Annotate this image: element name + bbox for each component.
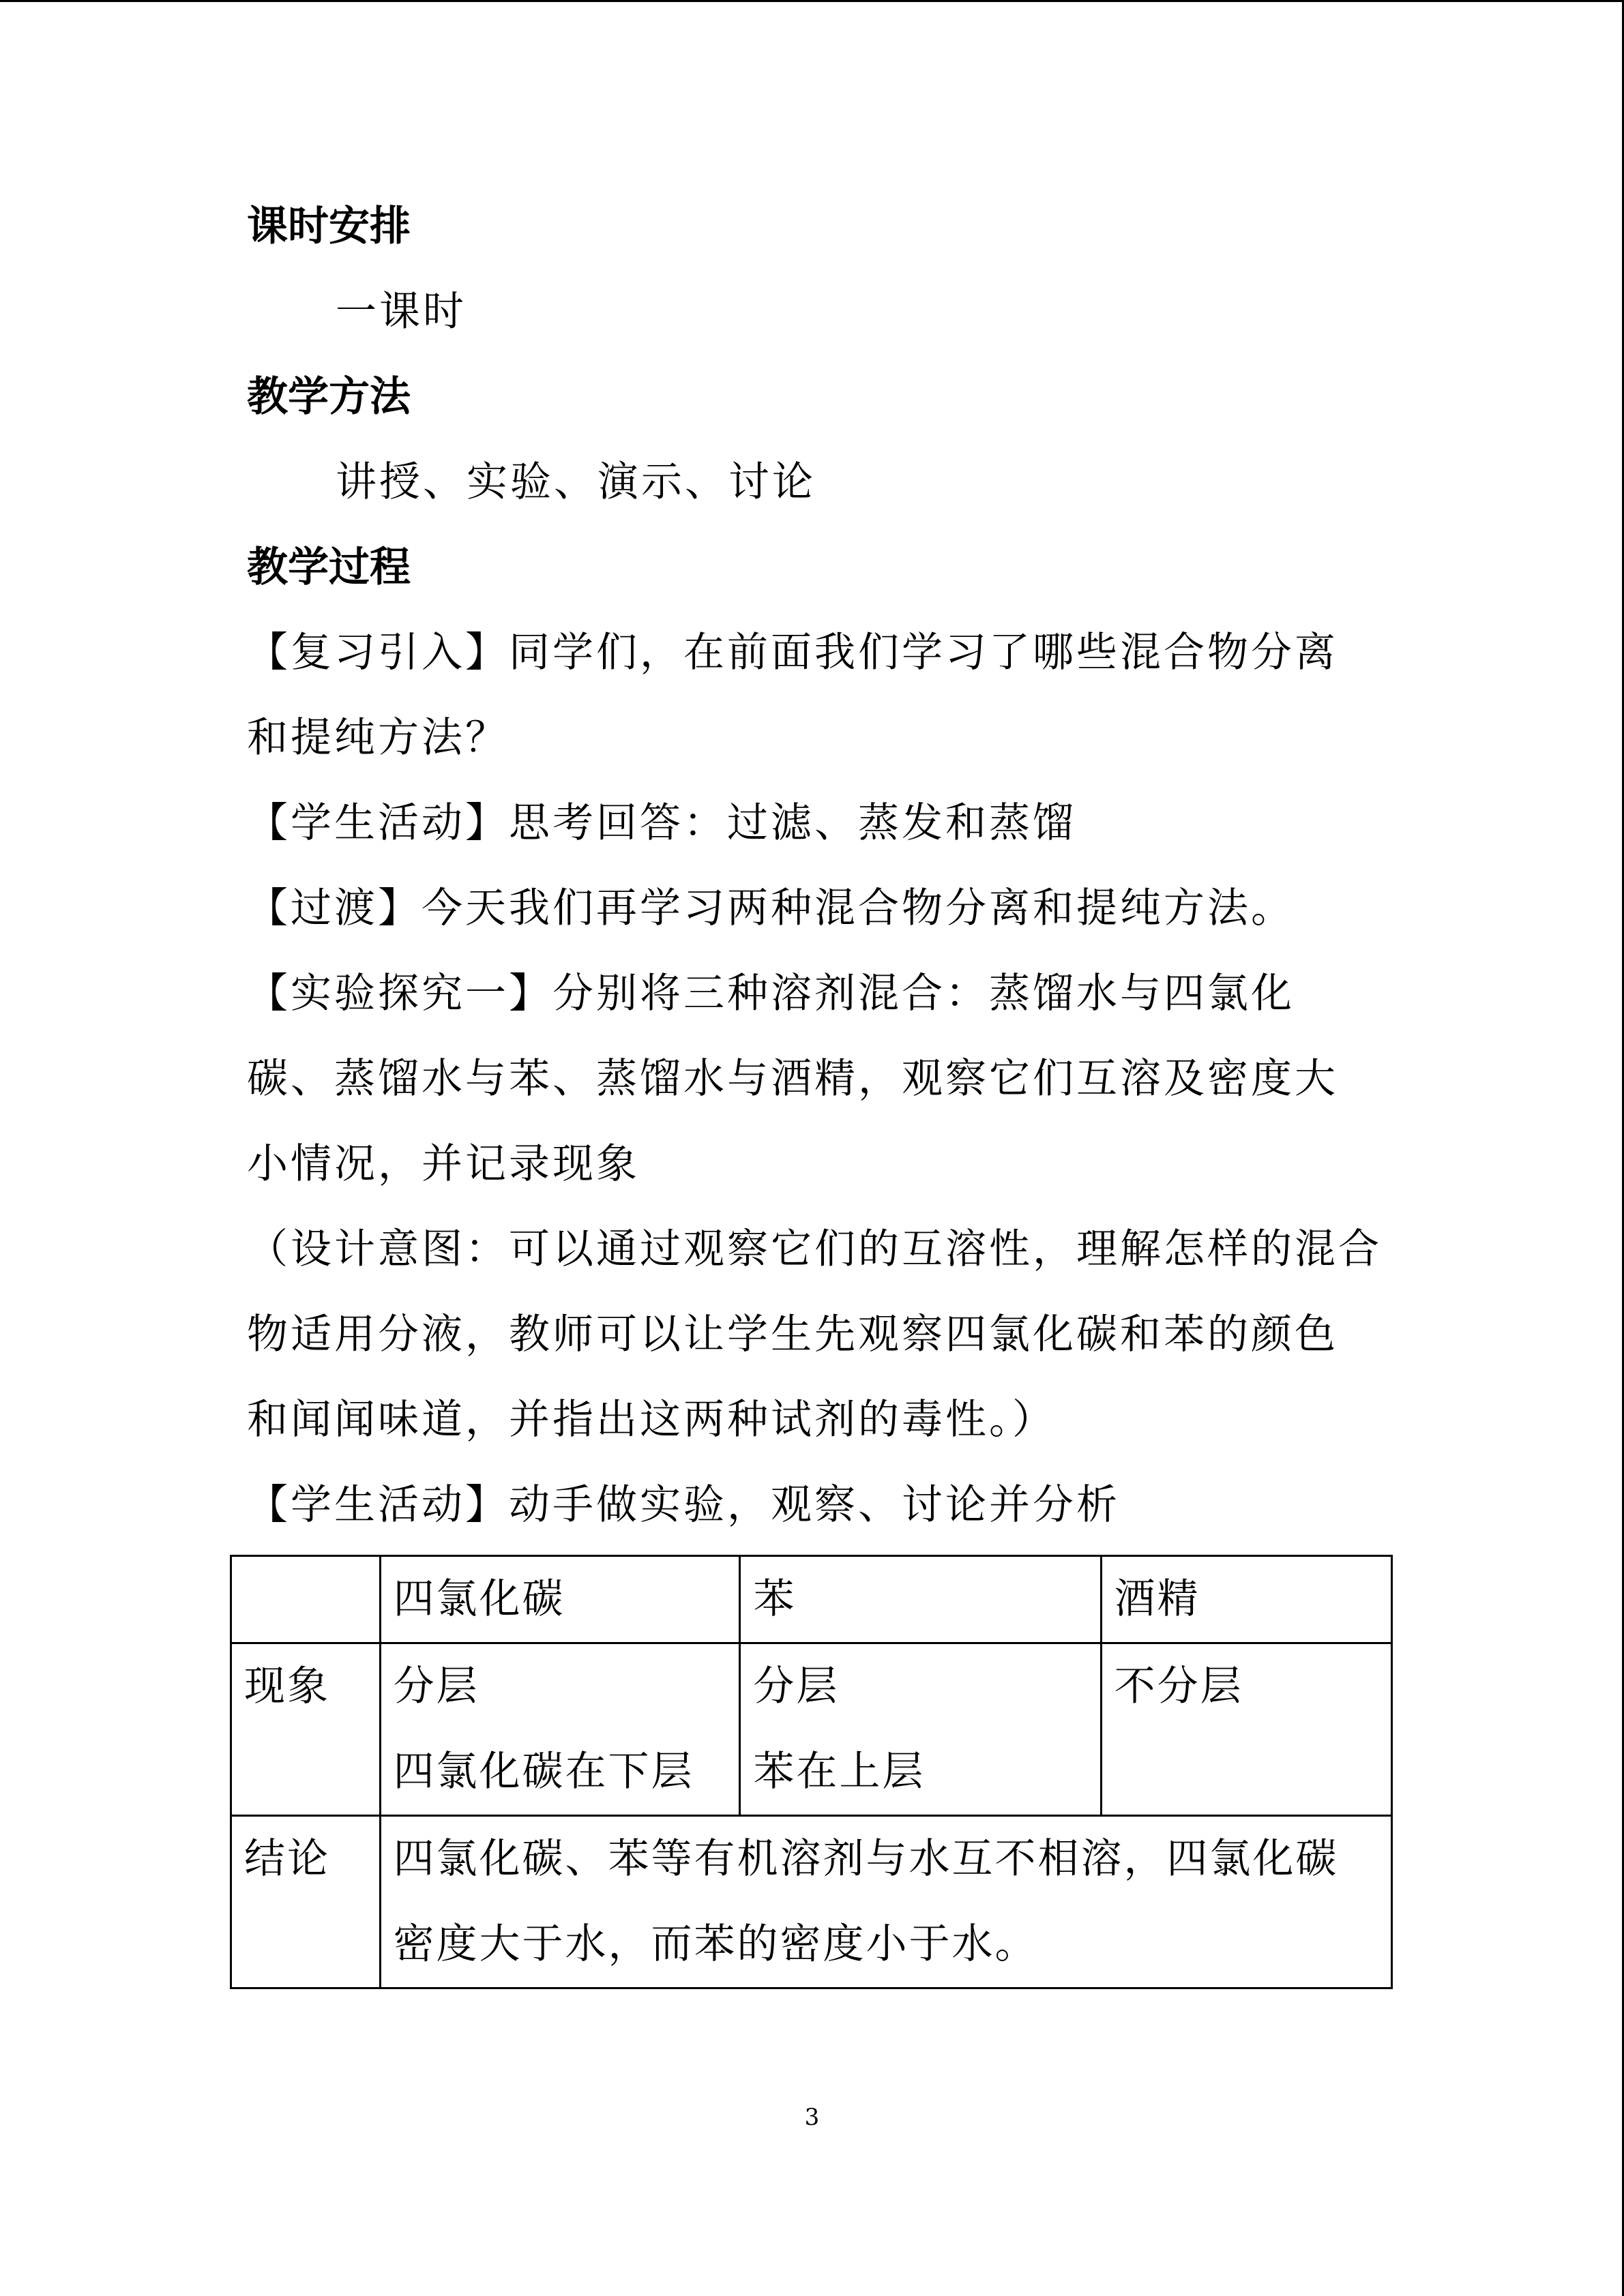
review-line-2: 和提纯方法？ [247,714,509,762]
transition-paragraph [247,866,1406,951]
review-paragraph [247,610,1406,781]
student-activity-line: 【学生活动】思考回答：过滤、蒸发和蒸馏 [247,799,1076,847]
experiment-line-2: 碳、蒸馏水与苯、蒸馏水与酒精，观察它们互溶及密度大 [247,1055,1338,1103]
design-line-2: 物适用分液，教师可以让学生先观察四氯化碳和苯的颜色 [247,1311,1338,1358]
design-line-3: 和闻闻味道，并指出这两种试剂的毒性。） [247,1396,1056,1444]
table-header-benzene: 苯 [740,1556,1101,1643]
table-row-phenomenon [231,1643,1392,1816]
phenomenon-label: 现象 [231,1643,381,1816]
table-header-ccl4: 四氯化碳 [380,1556,740,1643]
design-line-1: （设计意图：可以通过观察它们的互溶性，理解怎样的混合 [247,1225,1382,1273]
student-activity-2-line: 【学生活动】动手做实验，观察、讨论并分析 [247,1481,1120,1529]
table-header-empty [231,1556,381,1643]
method-value: 讲授、实验、演示、讨论 [336,458,816,506]
method-heading: 教学方法 [247,373,411,421]
phenomenon-ccl4: 分层 四氯化碳在下层 [380,1643,740,1816]
experiment-line-3: 小情况，并记录现象 [247,1140,640,1188]
page-number: 3 [804,2104,820,2131]
conclusion-label: 结论 [231,1816,381,1988]
phenomenon-benzene: 分层 苯在上层 [740,1643,1101,1816]
experiment-paragraph [247,951,1406,1207]
transition-line: 【过渡】今天我们再学习两种混合物分离和提纯方法。 [247,884,1295,932]
schedule-value: 一课时 [336,288,467,336]
experiment-line-1: 【实验探究一】分别将三种溶剂混合：蒸馏水与四氯化 [247,970,1295,1017]
conclusion-text: 四氯化碳、苯等有机溶剂与水互不相溶，四氯化碳 密度大于水，而苯的密度小于水。 [380,1816,1391,1988]
phenomenon-alcohol: 不分层 [1101,1643,1391,1816]
page-top-border [0,0,1624,2]
design-intent-paragraph [247,1207,1406,1463]
experiment-result-table [230,1555,1393,1989]
student-activity-2-paragraph [247,1463,1406,1548]
table-row-conclusion [231,1816,1392,1988]
table-header-alcohol: 酒精 [1101,1556,1391,1643]
document-body [247,184,1406,1548]
review-line-1: 【复习引入】同学们，在前面我们学习了哪些混合物分离 [247,629,1338,676]
student-activity-paragraph [247,781,1406,866]
table-header-row [231,1556,1392,1643]
schedule-heading: 课时安排 [247,203,411,250]
process-heading: 教学过程 [247,543,411,591]
